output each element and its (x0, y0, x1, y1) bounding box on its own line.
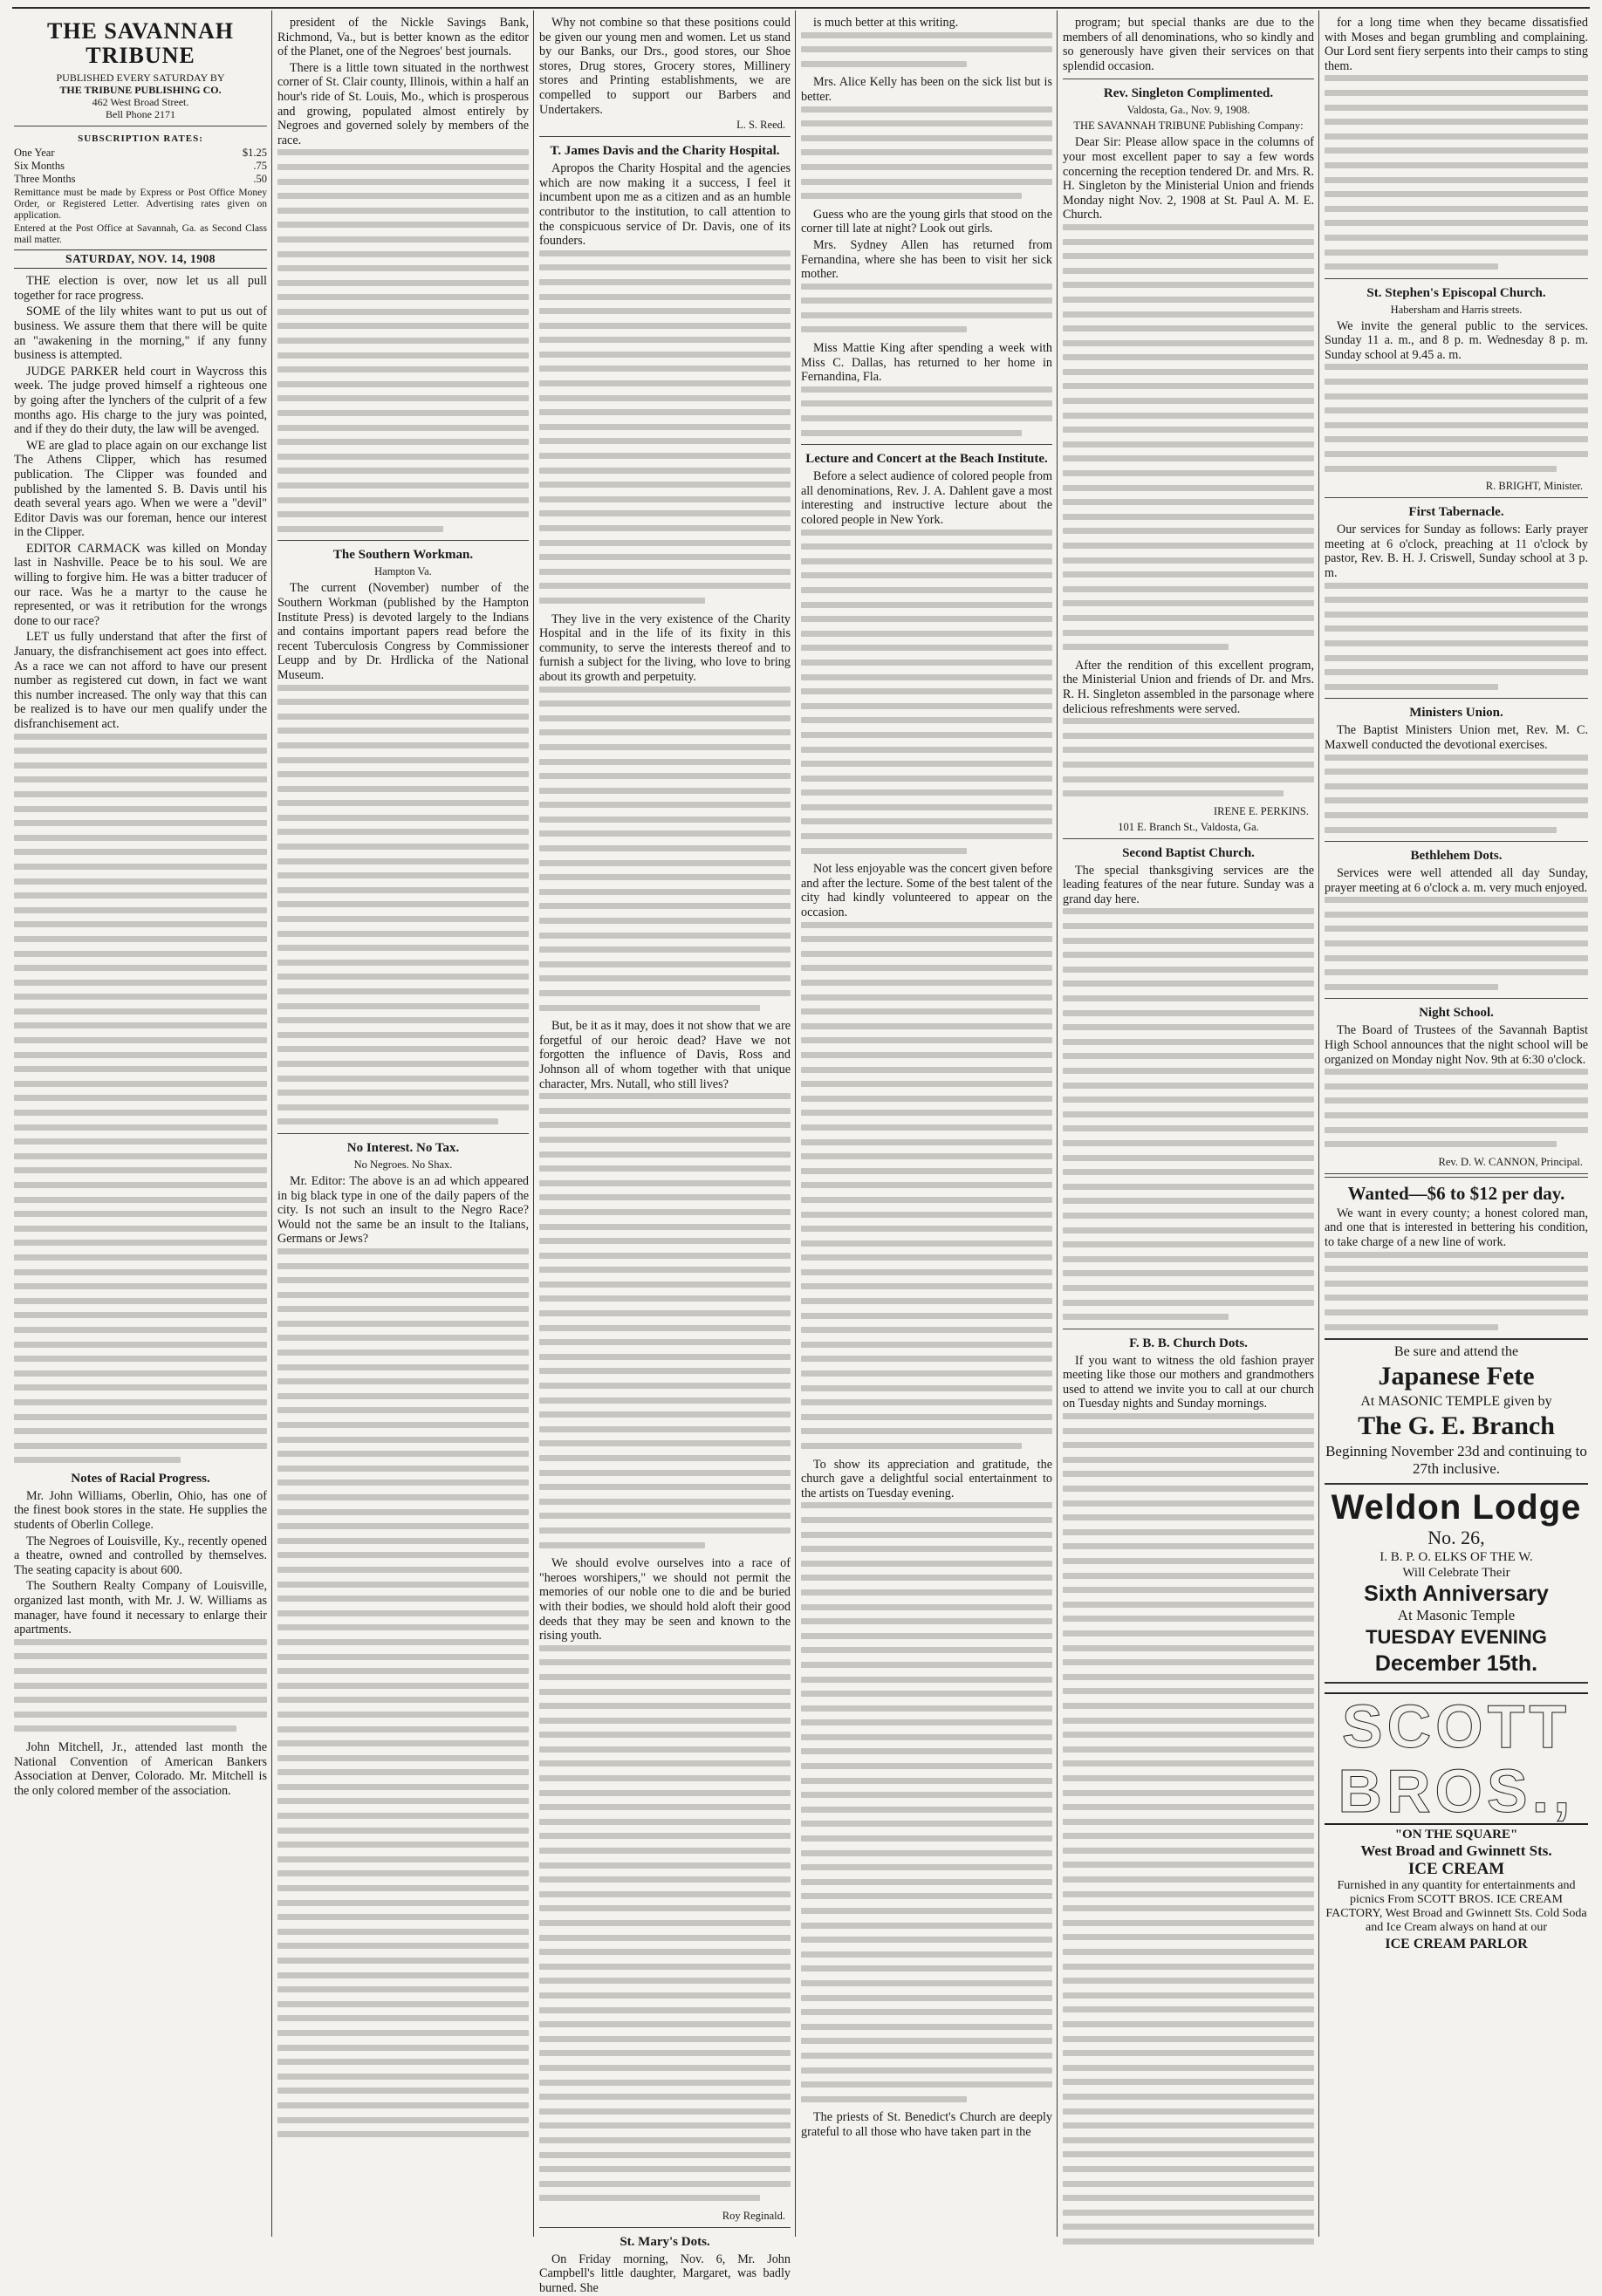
wanted-heading: Wanted—$6 to $12 per day. (1347, 1182, 1565, 1204)
text-lines (801, 32, 1052, 67)
section-subheading: Hampton Va. (374, 565, 432, 578)
section-heading: Night School. (1419, 1006, 1494, 1021)
rate-row: Three Months .50 (14, 172, 267, 185)
news-paragraph: Before a select audience of colored people from all denominations, Rev. J. A. Dahlent gave a most interesting and instructive lecture about the colored people in New York. (801, 469, 1052, 527)
byline: L. S. Reed. (736, 119, 785, 132)
letter-addressee: THE SAVANNAH TRIBUNE Publishing Company: (1073, 120, 1304, 133)
news-paragraph: They live in the very existence of the Charity Hospital and in the life of its fixity in this community, to serve the interests thereof and to furnish a subject for the living, who love to bring about its growth and perpetuity. (539, 612, 791, 684)
text-lines (1063, 224, 1314, 650)
news-paragraph: for a long time when they became dissatisfied with Moses and began grumbling and complaining. Our Lord sent fiery serpents into their camps to sting them. (1325, 16, 1588, 73)
ad-text: Furnished in any quantity for entertainments and picnics From SCOTT BROS. ICE CREAM FACTORY, West Broad and Gwinnett Sts. Cold Soda and Ice Cream always on hand at our (1325, 1879, 1587, 1935)
column-divider (271, 10, 272, 2237)
ad-text: ICE CREAM PARLOR (1385, 1937, 1528, 1952)
news-paragraph: The special thanksgiving services are the leading features of the near future. Sunday was a grand day here. (1063, 863, 1314, 906)
section-heading: Notes of Racial Progress. (71, 1471, 210, 1486)
column-4 (801, 16, 1052, 2231)
section-heading: St. Mary's Dots. (620, 2234, 710, 2249)
ad-product: ICE CREAM (1407, 1860, 1505, 1879)
text-lines (801, 284, 1052, 333)
news-paragraph: Services were well attended all day Sunday, prayer meeting at 6 o'clock a. m. very much enjoyed. (1325, 866, 1588, 895)
editorial-paragraph: JUDGE PARKER held court in Waycross this week. The judge proved himself a righteous one by going after the lynchers of the culprit of a few months ago. His charge to the jury was pointed, and if they do their duty, the law will be avenged. (14, 364, 267, 437)
japanese-fete-ad (1325, 1338, 1588, 1478)
news-paragraph: There is a little town situated in the northwest corner of St. Clair county, Illinois, within a half an hour's ride of St. Louis, Mo., which is prosperous and growing, populated almost entirely by Negroes and governed solely by members of the race. (277, 60, 529, 147)
text-lines (1063, 718, 1314, 796)
news-paragraph: The Negroes of Louisville, Ky., recently opened a theatre, owned and controlled by themselves. The seating capacity is about 600. (14, 1534, 267, 1577)
text-lines (801, 922, 1052, 1449)
text-lines (277, 1248, 529, 2137)
ad-text: At Masonic Temple (1397, 1607, 1516, 1624)
text-lines (277, 149, 529, 531)
masthead-company: THE TRIBUNE PUBLISHING CO. (59, 84, 222, 96)
text-lines (801, 530, 1052, 854)
editorial-paragraph: THE election is over, now let us all pull together for race progress. (14, 274, 267, 303)
text-lines (1063, 1413, 1314, 2245)
news-paragraph: On Friday morning, Nov. 6, Mr. John Campbell's little daughter, Margaret, was badly burned. She (539, 2252, 791, 2296)
text-lines (801, 106, 1052, 200)
section-heading: Ministers Union. (1409, 706, 1503, 721)
ad-title: Japanese Fete (1378, 1362, 1535, 1391)
column-3 (539, 16, 791, 2296)
entry-note: Entered at the Post Office at Savannah, Ga. as Second Class mail matter. (14, 222, 267, 245)
news-paragraph: Why not combine so that these positions could be given our young men and women. Let us stand by our Banks, our Drs., good stores, our Shoe stores, Drug stores, Grocery stores, Millinery stores and Printing establishments, we are compelled to support our Barbers and Undertakers. (539, 16, 791, 117)
news-paragraph: Mr. John Williams, Oberlin, Ohio, has one of the finest book stores in the state. He supplies the students of Oberlin College. (14, 1488, 267, 1533)
news-paragraph: We invite the general public to the services. Sunday 11 a. m., and 8 p. m. Wednesday 8 p. m. Sunday school at 9.45 a. m. (1325, 318, 1588, 362)
column-1 (14, 16, 267, 2231)
text-lines (277, 685, 529, 1125)
ad-text: At MASONIC TEMPLE given by (1360, 1394, 1552, 1410)
text-lines (801, 1502, 1052, 2101)
news-paragraph: Mrs. Alice Kelly has been on the sick list but is better. (801, 75, 1052, 104)
ad-text: Be sure and attend the (1393, 1344, 1519, 1360)
text-lines (801, 386, 1052, 436)
editorial-paragraph: SOME of the lily whites want to put us out of business. We assure them that there will be quite an "awakening in the morning," if any funny business is attempted. (14, 304, 267, 363)
column-divider (533, 10, 534, 2237)
ad-text: Will Celebrate Their (1402, 1566, 1510, 1581)
column-divider (795, 10, 796, 2237)
section-heading: The Southern Workman. (332, 548, 474, 563)
byline-address: 101 E. Branch St., Valdosta, Ga. (1118, 820, 1259, 833)
text-lines (539, 1645, 791, 2202)
news-paragraph: Apropos the Charity Hospital and the agencies which are now making it a success, I feel it incumbent upon me as a citizen and as an humble contributor to the institution, to call attention to the conspicuous service of Dr. Davis, one of its founders. (539, 161, 791, 249)
text-lines (539, 687, 791, 1011)
news-paragraph: Miss Mattie King after spending a week with Miss C. Dallas, has returned to her home in Fernandina, Fla. (801, 341, 1052, 385)
byline: R. BRIGHT, Minister. (1485, 480, 1583, 493)
section-heading: No Interest. No Tax. (346, 1140, 460, 1155)
byline: IRENE E. PERKINS. (1213, 804, 1309, 817)
text-lines (1325, 75, 1588, 270)
text-lines (1325, 1252, 1588, 1330)
issue-date: SATURDAY, NOV. 14, 1908 (14, 249, 267, 270)
remittance-note: Remittance must be made by Express or Post Office Money Order, or Registered Letter. Advertising rates given on application. (14, 187, 267, 221)
masthead-address: 462 West Broad Street. (92, 96, 189, 108)
text-lines (539, 1093, 791, 1548)
column-2 (277, 16, 529, 2231)
news-paragraph: Mr. Editor: The above is an ad which appeared in big black type in one of the daily papers of the city. Is not such an insult to the Negro Race? Would not the same be an insult to the Italians, Germans or Jews? (277, 1173, 529, 1247)
news-paragraph: We should evolve ourselves into a race of "heroes worshipers," we should not permit the memories of our noble one to die and be buried with their bodies, we should hold aloft their good deeds that they may be seen and known to the rising youth. (539, 1556, 791, 1643)
news-paragraph: The Southern Realty Company of Louisville, organized last month, with Mr. J. W. Williams as manager, have found it necessary to enlarge their apartments. (14, 1579, 267, 1637)
news-paragraph: The current (November) number of the Southern Workman (published by the Hampton Institute Press) is devoted largely to the Indians and contains important papers read before the recent Tuberculosis Congress by Commissioner Leupp and by Dr. Hrdlicka of the National Museum. (277, 581, 529, 682)
byline: Roy Reginald. (722, 2209, 785, 2222)
news-paragraph: Our services for Sunday as follows: Early prayer meeting at 6 o'clock, preaching at 11 o'clock by pastor, Rev. B. H. J. Criswell, Sunday school at 3 p. m. (1325, 523, 1588, 580)
news-paragraph: If you want to witness the old fashion prayer meeting like those our mothers and grandmothers used to attend we invite you to call at our church on Tuesday nights and Sunday mornings. (1063, 1353, 1314, 1411)
masthead-phone: Bell Phone 2171 (106, 108, 175, 120)
ad-text: I. B. P. O. ELKS OF THE W. (1380, 1550, 1533, 1565)
byline: Rev. D. W. CANNON, Principal. (1438, 1155, 1583, 1168)
section-heading: Lecture and Concert at the Beach Institute. (805, 452, 1048, 467)
ad-text: West Broad and Gwinnett Sts. (1360, 1842, 1552, 1860)
masthead-published: PUBLISHED EVERY SATURDAY BY (56, 72, 225, 84)
section-subheading: No Negroes. No Shax. (353, 1158, 453, 1171)
rates-title: SUBSCRIPTION RATES: (78, 133, 203, 144)
text-lines (1325, 1069, 1588, 1147)
section-heading: F. B. B. Church Dots. (1129, 1336, 1248, 1350)
news-paragraph: The Baptist Ministers Union met, Rev. M. C. Maxwell conducted the devotional exercises. (1325, 723, 1588, 752)
editorial-paragraph: LET us fully understand that after the first of January, the disfranchisement act goes into effect. As a race we can not afford to have our present number as registered cut down, in fact we want this number increased. The only way that this can be realized is to have our men qualify under the disfranchisement act. (14, 630, 267, 731)
masthead-title: THE SAVANNAH TRIBUNE (46, 18, 235, 68)
editorial-paragraph: EDITOR CARMACK was killed on Monday last in Nashville. Peace be to his soul. We are willing to forgive him. He was a bitter traducer of our race. Was he a martyr to the cause he represented, or was it retribution for the wrongs done to our race? (14, 541, 267, 628)
ad-date: December 15th. (1374, 1651, 1538, 1677)
news-paragraph: Mrs. Sydney Allen has returned from Fernandina, where she has been to visit her sick mother. (801, 237, 1052, 282)
weldon-lodge-ad (1325, 1483, 1588, 1677)
text-lines (1325, 897, 1588, 990)
ad-text: No. 26, (1427, 1527, 1485, 1549)
text-lines (14, 734, 267, 1464)
ad-text: TUESDAY EVENING (1366, 1626, 1547, 1649)
news-paragraph: After the rendition of this excellent program, the Ministerial Union and friends of Dr. and Mrs. R. H. Singleton assembled in the parsonage where delicious refreshments were served. (1063, 658, 1314, 716)
column-divider (1057, 10, 1058, 2237)
text-lines (539, 250, 791, 604)
section-heading: Second Baptist Church. (1122, 845, 1255, 860)
section-heading: Bethlehem Dots. (1410, 849, 1503, 864)
news-paragraph: Guess who are the young girls that stood on the corner till late at night? Look out girls. (801, 207, 1052, 236)
ad-text: Beginning November 23d and continuing to 27th inclusive. (1325, 1443, 1587, 1478)
news-paragraph: Not less enjoyable was the concert given before and after the lecture. Some of the best talent of the city had kindly volunteered to appear on the occasion. (801, 862, 1052, 920)
section-heading: St. Stephen's Episcopal Church. (1366, 285, 1546, 300)
news-paragraph: We want in every county; a honest colored man, and one that is interested in bettering his condition, to take charge of a new line of work. (1325, 1206, 1588, 1249)
section-heading: First Tabernacle. (1408, 505, 1504, 520)
news-paragraph: John Mitchell, Jr., attended last month the National Convention of American Bankers Association at Denver, Colorado. Mr. Mitchell is the only colored member of the association. (14, 1739, 267, 1798)
section-heading: Rev. Singleton Complimented. (1103, 86, 1274, 101)
news-paragraph: To show its appreciation and gratitude, the church gave a delightful social entertainment to the artists on Tuesday evening. (801, 1457, 1052, 1500)
text-lines (1325, 364, 1588, 471)
ad-title: SCOTT BROS., (1325, 1692, 1588, 1825)
news-paragraph: The priests of St. Benedict's Church are deeply grateful to all those who have taken part in the (801, 2110, 1052, 2139)
news-paragraph: The Board of Trustees of the Savannah Baptist High School announces that the night school will be organized on Monday night Nov. 9th at 6:30 o'clock. (1325, 1023, 1588, 1067)
ad-text: "ON THE SQUARE" (1394, 1828, 1518, 1842)
ad-title: Weldon Lodge (1331, 1488, 1582, 1527)
news-paragraph: president of the Nickle Savings Bank, Richmond, Va., but is better known as the editor of the Planet, one of the Negroes' best journals. (277, 16, 529, 59)
ad-event: Sixth Anniversary (1364, 1582, 1549, 1607)
section-heading: T. James Davis and the Charity Hospital. (550, 144, 780, 159)
ad-host: The G. E. Branch (1358, 1411, 1555, 1441)
section-subheading: Habersham and Harris streets. (1390, 303, 1523, 316)
rate-row: Six Months .75 (14, 159, 267, 172)
column-divider (1318, 10, 1319, 2237)
top-rule (12, 7, 1590, 9)
text-lines (1325, 583, 1588, 690)
text-lines (1325, 755, 1588, 833)
news-paragraph: Dear Sir: Please allow space in the columns of your most excellent paper to say a few words concerning the reception tendered Dr. and Mrs. R. H. Singleton by the Ministerial Union and friends Monday night Nov. 2, 1908 at St. Paul A. M. E. Church. (1063, 135, 1314, 222)
editorial-paragraph: WE are glad to place again on our exchange list The Athens Clipper, which has resumed publication. The Clipper was founded and published by the lamented S. B. Davis until his death several years ago. When we were a "devil" Editor Davis was our foreman, hence our interest in the Clipper. (14, 438, 267, 540)
news-paragraph: is much better at this writing. (813, 16, 959, 30)
text-lines (1063, 908, 1314, 1320)
news-paragraph: But, be it as it may, does it not show that we are forgetful of our heroic dead? Have we not forgotten the influence of Davis, Ross and Johnson all of whom together with that unique character, Mrs. Nutall, who still lives? (539, 1019, 791, 1091)
column-5 (1063, 16, 1314, 2231)
column-6 (1325, 16, 1588, 2231)
rate-row: One Year $1.25 (14, 146, 267, 159)
news-paragraph: program; but special thanks are due to the members of all denominations, who so kindly and so generously have given their services on that splendid occasion. (1063, 16, 1314, 73)
scott-bros-ad (1325, 1682, 1588, 1954)
dateline: Valdosta, Ga., Nov. 9, 1908. (1126, 104, 1250, 117)
